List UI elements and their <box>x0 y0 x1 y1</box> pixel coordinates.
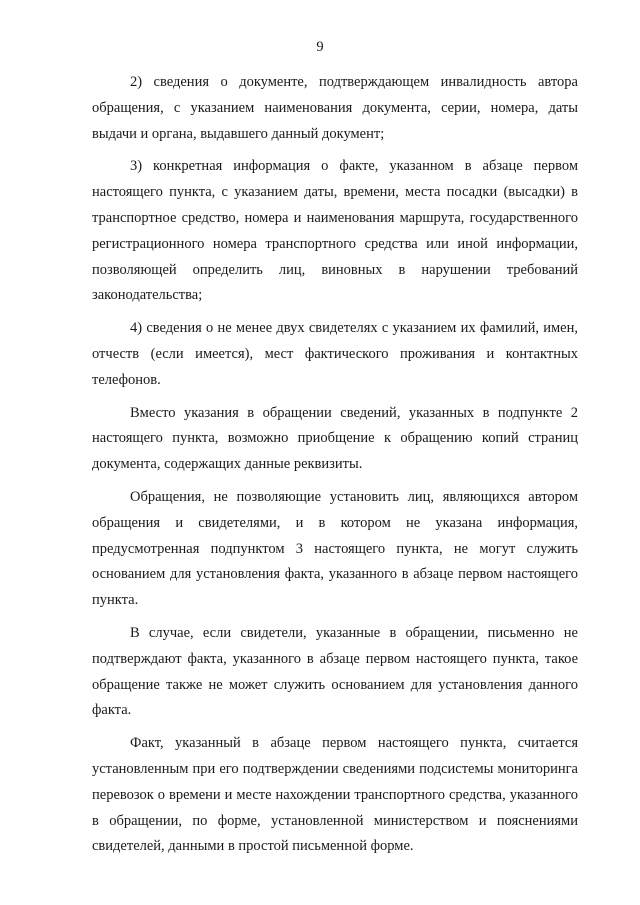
document-body <box>92 70 578 867</box>
paragraph-witness-case: В случае, если свидетели, указанные в обращении, письменно не подтверждают факта, указанного в абзаце первом настоящего пункта, такое обращение также не может служить основанием для установления данного факта. <box>92 624 578 719</box>
paragraph-item-3: 3) конкретная информация о факте, указанном в абзаце первом настоящего пункта, с указанием даты, времени, места посадки (высадки) в транспортное средство, номера и наименования маршрута, государственного регистрационного номера транспортного средства или иной информации, позволяющей определить лиц, виновных в нарушении требований законодательства; <box>92 158 578 304</box>
paragraph-invalid-appeals: Обращения, не позволяющие установить лиц, являющихся автором обращения и свидетелями, и в котором не указана информация, предусмотренная подпунктом 3 настоящего пункта, не могут служить основанием для установления факта, указанного в абзаце первом настоящего пункта. <box>92 488 578 609</box>
paragraph-fact-established: Факт, указанный в абзаце первом настоящего пункта, считается установленным при его подтверждении сведениями подсистемы мониторинга перевозок о времени и месте нахождении транспортного средства, указанного в обращении, по форме, установленной министерством и пояснениями свидетелей, данными в простой письменной форме. <box>92 735 578 855</box>
page-number: 9 <box>316 39 324 55</box>
paragraph-item-4: 4) сведения о не менее двух свидетелях с указанием их фамилий, имен, отчеств (если имеется), мест фактического проживания и контактных телефонов. <box>92 320 578 388</box>
paragraph-copies-note: Вместо указания в обращении сведений, указанных в подпункте 2 настоящего пункта, возможно приобщение к обращению копий страниц документа, содержащих данные реквизиты. <box>92 404 578 473</box>
paragraph-item-2: 2) сведения о документе, подтверждающем инвалидность автора обращения, с указанием наименования документа, серии, номера, даты выдачи и органа, выдавшего данный документ; <box>92 74 578 142</box>
